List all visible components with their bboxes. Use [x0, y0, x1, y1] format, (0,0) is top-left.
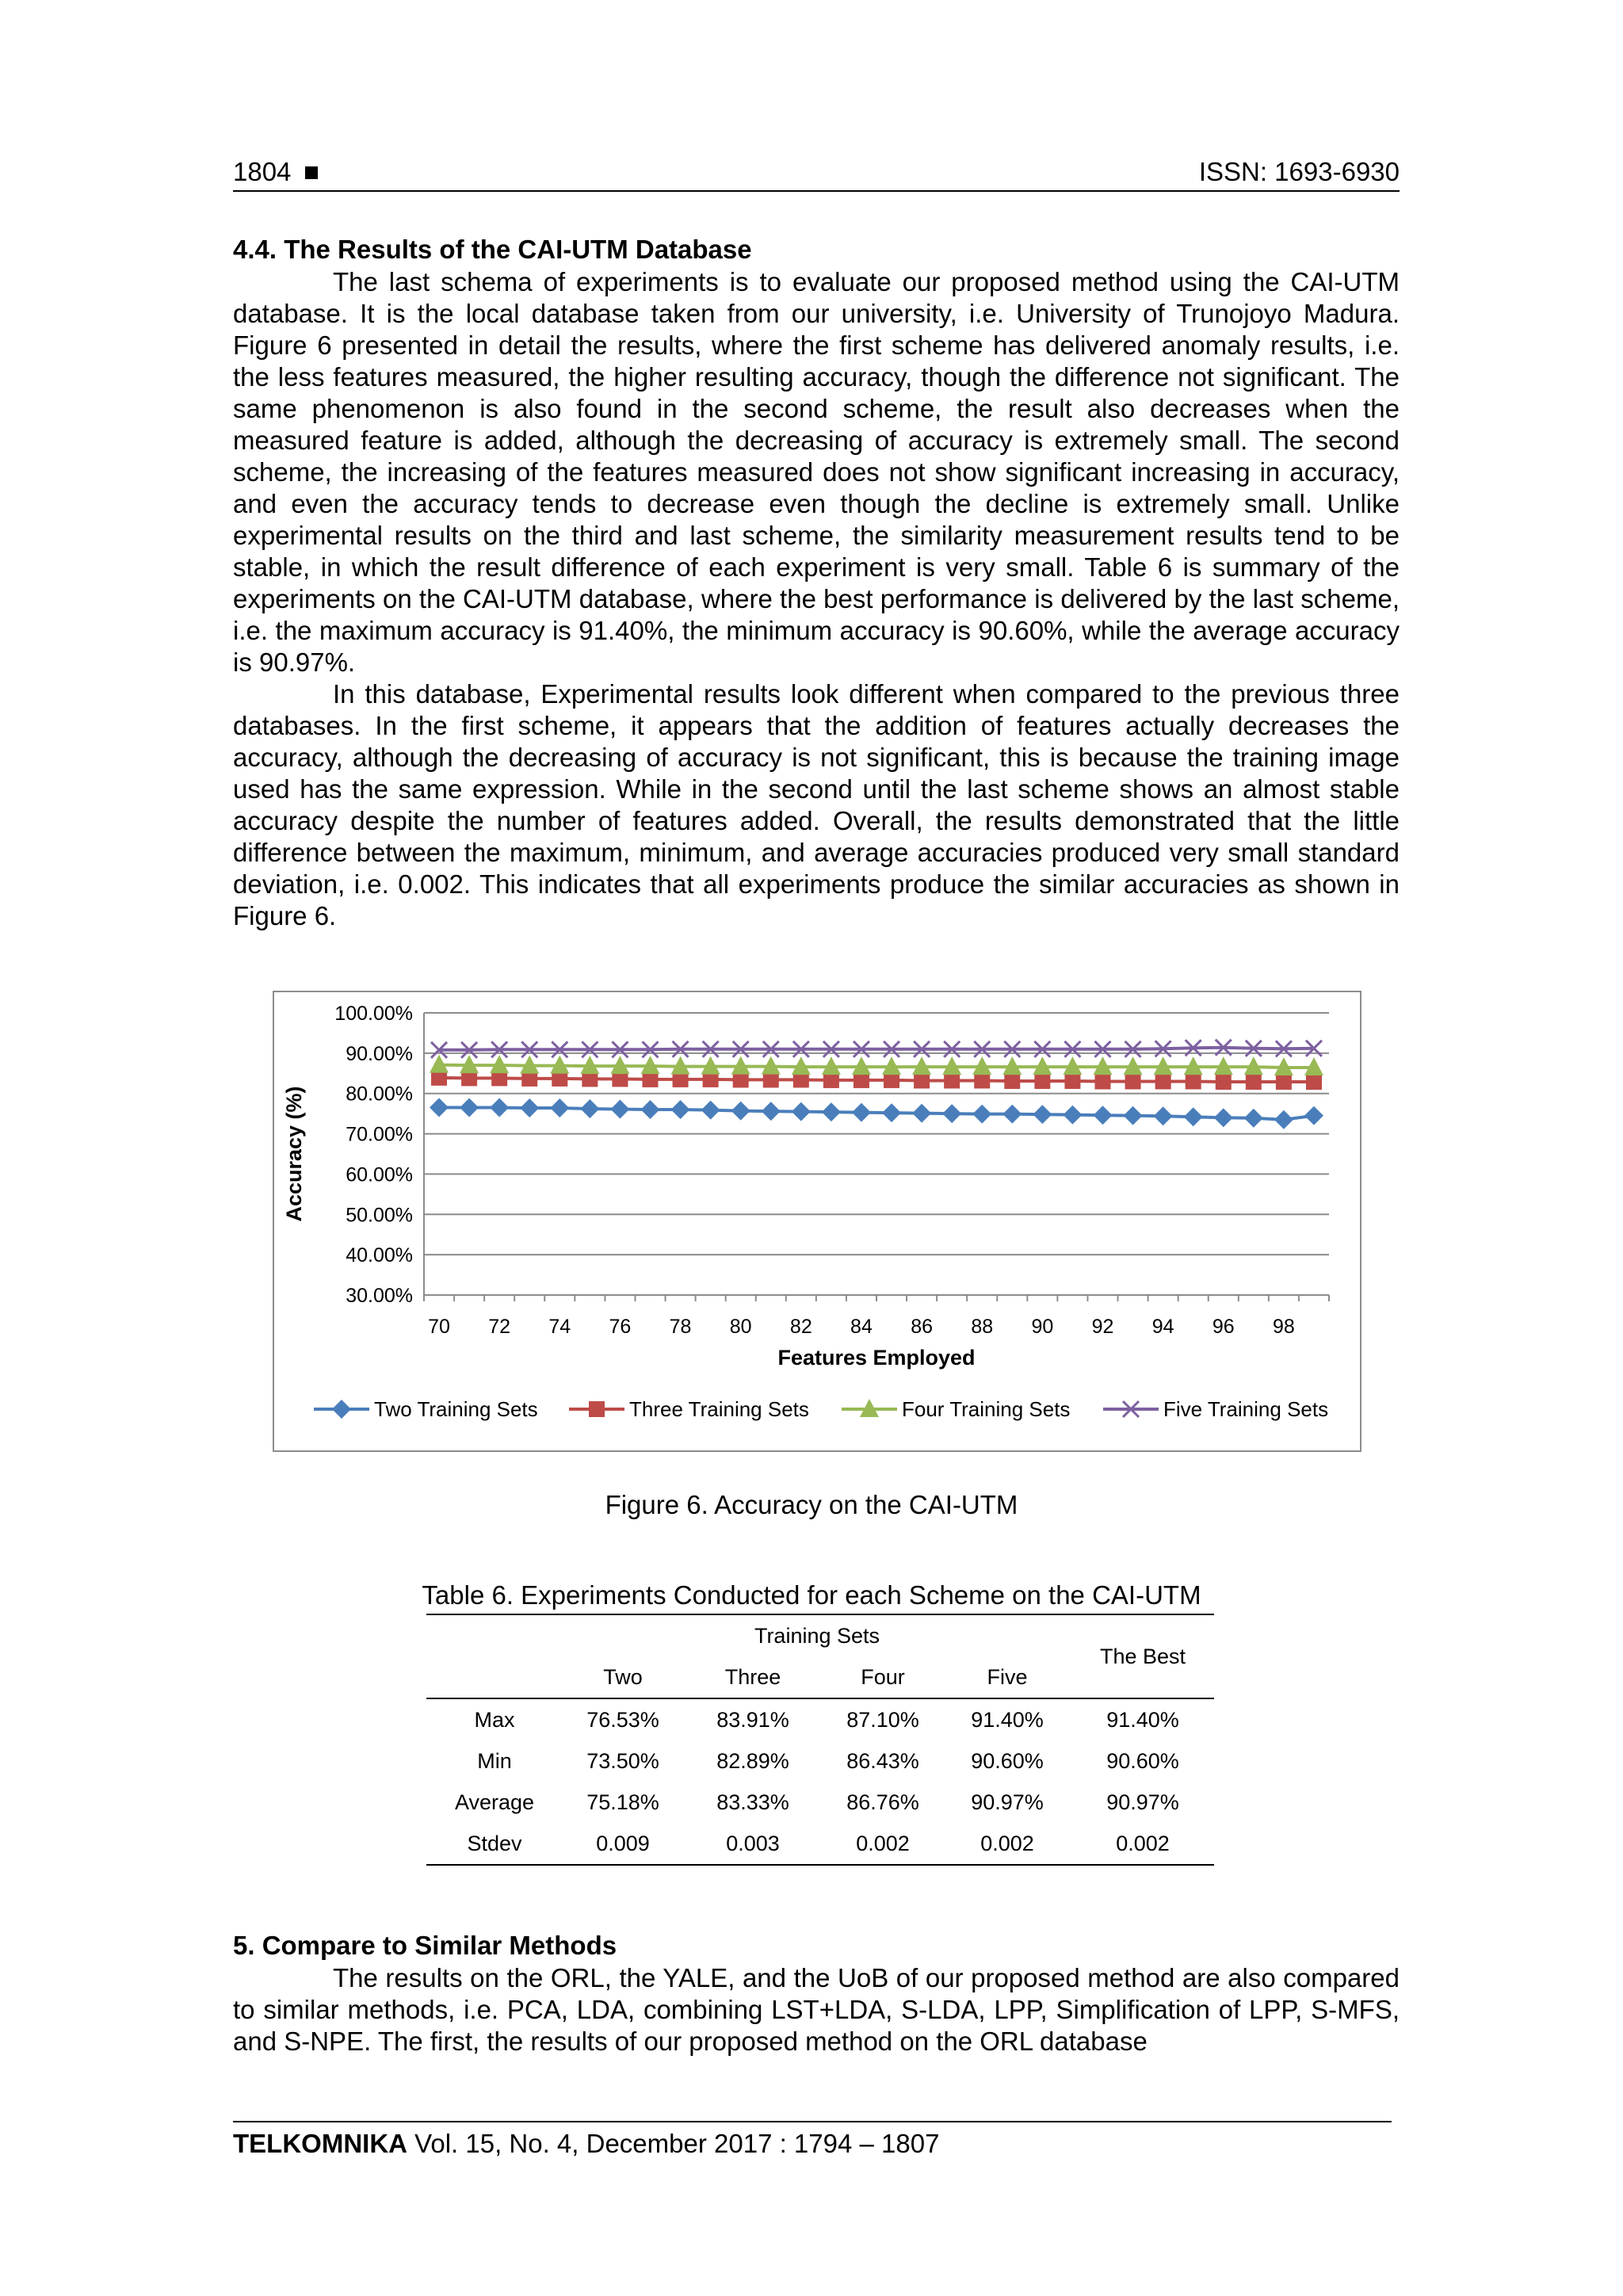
- y-tick-label: 90.00%: [346, 1042, 413, 1065]
- data-point: [430, 1098, 449, 1117]
- legend-label: Three Training Sets: [629, 1397, 809, 1421]
- data-point: [1244, 1109, 1263, 1128]
- data-point: [1002, 1105, 1022, 1124]
- column-header: Five: [943, 1656, 1071, 1698]
- series-line-4: [439, 1048, 1314, 1050]
- data-point: [944, 1072, 960, 1088]
- accuracy-chart: [273, 991, 1361, 1452]
- issn: ISSN: 1693-6930: [1198, 157, 1400, 186]
- x-tick-label: 92: [1091, 1316, 1114, 1338]
- data-point: [974, 1072, 990, 1088]
- data-point: [1216, 1074, 1232, 1090]
- table-cell: 0.002: [980, 1831, 1034, 1855]
- data-point: [701, 1101, 720, 1120]
- row-label: Min: [477, 1748, 512, 1773]
- y-tick-label: 70.00%: [346, 1123, 413, 1146]
- data-point: [520, 1098, 539, 1117]
- data-point: [1004, 1073, 1020, 1089]
- table-row: [426, 1740, 1214, 1782]
- x-axis-title: Features Employed: [777, 1346, 976, 1370]
- legend-label: Five Training Sets: [1163, 1397, 1329, 1421]
- table-cell: 90.97%: [971, 1790, 1044, 1814]
- data-point: [1094, 1106, 1113, 1125]
- x-tick-label: 84: [850, 1316, 873, 1338]
- table-cell: 90.60%: [1106, 1748, 1179, 1773]
- square-bullet-icon: [305, 166, 318, 179]
- row-label: Stdev: [467, 1831, 522, 1855]
- series-line-1: [439, 1107, 1314, 1119]
- page-header: [233, 155, 1400, 192]
- table-cell: 86.76%: [846, 1790, 919, 1814]
- data-point: [1064, 1073, 1080, 1089]
- data-point: [1034, 1073, 1050, 1089]
- data-point: [731, 1102, 750, 1121]
- data-point: [1125, 1073, 1141, 1089]
- data-point: [852, 1103, 871, 1122]
- y-tick-label: 50.00%: [346, 1204, 413, 1227]
- table-cell: 82.89%: [716, 1748, 789, 1773]
- table-cell: 83.33%: [716, 1790, 789, 1814]
- x-tick-label: 94: [1151, 1316, 1174, 1338]
- data-point: [550, 1098, 569, 1117]
- table-cell: 73.50%: [586, 1748, 659, 1773]
- results-table: [426, 1614, 1214, 1866]
- column-header: Four: [823, 1656, 943, 1698]
- y-axis-title: Accuracy (%): [282, 1086, 306, 1222]
- table-row: [426, 1698, 1214, 1740]
- table-cell: 90.97%: [1106, 1790, 1179, 1814]
- column-header: Two: [563, 1656, 683, 1698]
- y-tick-label: 80.00%: [346, 1083, 413, 1106]
- data-point: [1246, 1074, 1262, 1090]
- data-point: [460, 1098, 479, 1117]
- data-point: [942, 1104, 961, 1123]
- data-point: [914, 1072, 930, 1088]
- data-point: [490, 1098, 509, 1117]
- x-tick-label: 78: [669, 1316, 692, 1338]
- table-row: [426, 1782, 1214, 1823]
- training-sets-header: Training Sets: [754, 1623, 880, 1648]
- y-tick-label: 60.00%: [346, 1163, 413, 1186]
- series-line-3: [439, 1065, 1314, 1068]
- x-tick-label: 80: [729, 1316, 752, 1338]
- data-point: [1304, 1106, 1323, 1125]
- legend-marker: [589, 1401, 605, 1417]
- x-tick-label: 74: [548, 1316, 571, 1338]
- journal-name: TELKOMNIKA: [233, 2129, 407, 2158]
- table-cell: 0.002: [856, 1831, 910, 1855]
- figure-caption: Figure 6. Accuracy on the CAI-UTM: [605, 1490, 1018, 1519]
- column-header: Three: [683, 1656, 823, 1698]
- x-tick-label: 96: [1212, 1316, 1235, 1338]
- y-tick-label: 100.00%: [334, 1003, 413, 1025]
- x-tick-label: 70: [428, 1316, 450, 1338]
- page-footer: [233, 2121, 1392, 2159]
- data-point: [1306, 1074, 1322, 1090]
- section-heading-4-4: 4.4. The Results of the CAI-UTM Database: [233, 235, 752, 264]
- x-tick-label: 72: [488, 1316, 511, 1338]
- best-header: The Best: [1071, 1614, 1214, 1698]
- table-title: Table 6. Experiments Conducted for each Scheme on the CAI-UTM: [422, 1580, 1201, 1610]
- section-4-4-paragraph-2: In this database, Experimental results look different when compared to the previous three databases. In the first scheme, it appears that the addition of features actually decreases the accuracy, although the decreasing of accuracy is not significant, this is because the training image used has the same expression. While in the second until the last scheme shows an almost stable accuracy despite the number of features added. Overall, the results demonstrated that the little difference between the maximum, minimum, and average accuracies produced very small standard deviation, i.e. 0.002. This indicates that all experiments produce the similar accuracies as shown in Figure 6.: [233, 679, 1400, 930]
- data-point: [972, 1105, 991, 1124]
- table-cell: 90.60%: [971, 1748, 1044, 1773]
- page-number: 1804: [233, 157, 318, 187]
- x-tick-label: 76: [609, 1316, 632, 1338]
- table-cell: 76.53%: [586, 1707, 659, 1732]
- journal-details: Vol. 15, No. 4, December 2017 : 1794 – 1807: [407, 2129, 940, 2158]
- data-point: [1095, 1073, 1111, 1089]
- series-line-2: [439, 1078, 1314, 1082]
- data-point: [1186, 1073, 1201, 1089]
- x-tick-label: 88: [971, 1316, 994, 1338]
- table-cell: 0.002: [1116, 1831, 1170, 1855]
- x-tick-label: 90: [1031, 1316, 1054, 1338]
- data-point: [641, 1100, 660, 1119]
- section-5-paragraph-1: The results on the ORL, the YALE, and the UoB of our proposed method are also compared to similar methods, i.e. PCA, LDA, combining LST+LDA, S-LDA, LPP, Simplification of LPP, S-MFS, and S-NPE. The first, the results of our proposed method on the ORL database: [233, 1963, 1400, 2056]
- data-point: [1154, 1106, 1173, 1125]
- data-point: [580, 1099, 599, 1118]
- chart-svg: [274, 992, 1360, 1450]
- row-label: Average: [454, 1790, 535, 1814]
- data-point: [1155, 1073, 1171, 1089]
- data-point: [792, 1102, 811, 1121]
- data-point: [762, 1102, 781, 1121]
- row-label: Max: [474, 1707, 515, 1732]
- section-heading-5: 5. Compare to Similar Methods: [233, 1931, 617, 1960]
- table-empty-header: [426, 1656, 563, 1698]
- data-point: [822, 1102, 841, 1121]
- table-cell: 91.40%: [1106, 1707, 1179, 1732]
- data-point: [1033, 1105, 1052, 1124]
- data-point: [671, 1100, 690, 1119]
- table-cell: 87.10%: [846, 1707, 919, 1732]
- data-point: [1276, 1074, 1292, 1090]
- legend-label: Four Training Sets: [902, 1397, 1071, 1421]
- x-tick-label: 86: [911, 1316, 934, 1338]
- table-cell: 75.18%: [586, 1790, 659, 1814]
- table-corner-cell: [426, 1614, 563, 1656]
- table-row: [426, 1823, 1214, 1865]
- data-point: [1274, 1110, 1293, 1129]
- legend-label: Two Training Sets: [374, 1397, 538, 1421]
- table-cell: 83.91%: [716, 1707, 789, 1732]
- data-point: [1124, 1106, 1143, 1125]
- x-tick-label: 98: [1272, 1316, 1295, 1338]
- table-group-header-row: [426, 1614, 1214, 1656]
- table-cell: 91.40%: [971, 1707, 1044, 1732]
- data-point: [1063, 1106, 1082, 1125]
- y-tick-label: 40.00%: [346, 1244, 413, 1267]
- table-cell: 0.003: [726, 1831, 780, 1855]
- x-tick-label: 82: [789, 1316, 812, 1338]
- y-tick-label: 30.00%: [346, 1285, 413, 1307]
- data-point: [1214, 1108, 1233, 1127]
- data-point: [610, 1100, 629, 1119]
- legend-marker: [332, 1400, 351, 1419]
- data-point: [882, 1103, 901, 1122]
- section-4-4-paragraph-1: The last schema of experiments is to evaluate our proposed method using the CAI-UTM database. It is the local database taken from our university, i.e. University of Trunojoyo Madura. Figure 6 presented in detail the results, where the first scheme has delivered anomaly results, i.e. the less features measured, the higher resulting accuracy, though the difference not significant. The same phenomenon is also found in the second scheme, the result also decreases when the measured feature is added, although the decreasing of accuracy is extremely small. The second scheme, the increasing of the features measured does not show significant increasing in accuracy, and even the accuracy tends to decrease even though the decline is extremely small. Unlike experimental results on the third and last scheme, the similarity measurement results tend to be stable, in which the result difference of each experiment is very small. Table 6 is summary of the experiments on the CAI-UTM database, where the best performance is delivered by the last scheme, i.e. the maximum accuracy is 91.40%, the minimum accuracy is 90.60%, while the average accuracy is 90.97%.: [233, 267, 1400, 677]
- data-point: [912, 1104, 931, 1123]
- table-cell: 86.43%: [846, 1748, 919, 1773]
- data-point: [1184, 1107, 1203, 1126]
- table-cell: 0.009: [596, 1831, 650, 1855]
